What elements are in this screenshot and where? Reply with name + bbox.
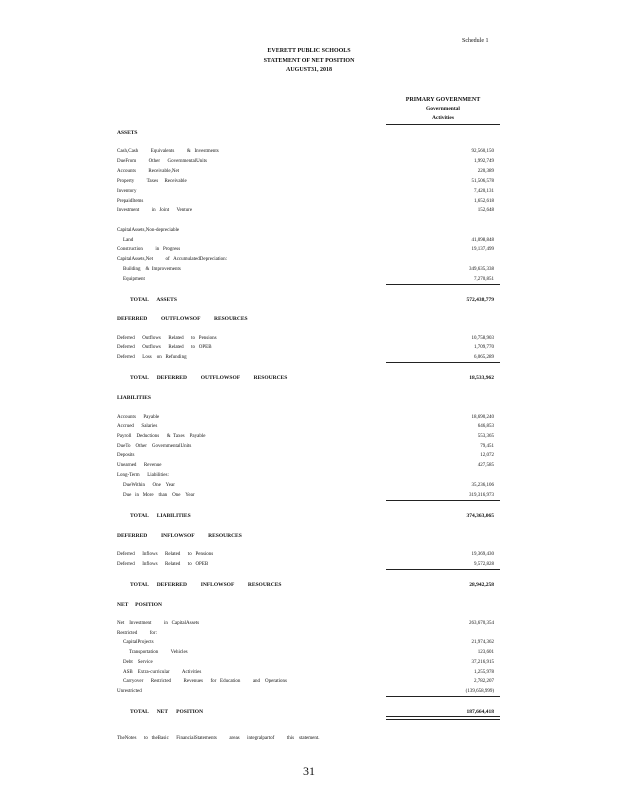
row-amount: 7,420,131 [474, 189, 494, 194]
line-item-row [0, 167, 618, 177]
row-label: Building & Improvements [123, 267, 181, 272]
row-amount: (139,658,999) [465, 689, 494, 694]
row-amount: 37,216,915 [471, 660, 494, 665]
total-row [0, 373, 618, 383]
row-amount: 572,438,779 [466, 297, 494, 303]
line-item-row [0, 206, 618, 216]
row-amount: 349,635,338 [469, 267, 494, 272]
row-label: Land [123, 238, 134, 243]
row-label: Restricted for: [117, 631, 157, 636]
row-amount: 7,270,851 [474, 277, 494, 282]
row-amount: 1,255,978 [474, 670, 494, 675]
line-item-row [0, 481, 618, 491]
row-amount: 6,065,289 [474, 355, 494, 360]
row-label: Investment in Joint Venture [117, 208, 193, 213]
line-item-row [0, 265, 618, 275]
row-amount: 18,533,962 [469, 375, 494, 381]
row-label: PrepaidItems [117, 199, 144, 204]
row-label: DEFERRED INFLOWSOF RESOURCES [117, 533, 242, 539]
row-amount: 79,451 [480, 444, 494, 449]
row-amount: 374,363,065 [466, 513, 494, 519]
row-label: DueWithin One Year [123, 483, 175, 488]
row-label: Equipment [123, 277, 145, 282]
line-item-row [0, 187, 618, 197]
row-amount: 220,389 [477, 169, 494, 174]
line-item-row [0, 255, 618, 265]
district-name: EVERETT PUBLIC SCHOOLS [267, 48, 351, 54]
line-item-row [0, 461, 618, 471]
section-heading [0, 531, 618, 541]
row-label: Unrestricted [117, 689, 142, 694]
row-label: Inventory [117, 189, 137, 194]
row-label: TOTAL LIABILITIES [130, 513, 191, 519]
row-label: Debt Service [123, 660, 153, 665]
total-row [0, 295, 618, 305]
row-label: ASSETS [117, 130, 138, 136]
row-amount: 263,670,354 [469, 621, 494, 626]
row-label: DEFERRED OUTFLOWSOF RESOURCES [117, 316, 248, 322]
line-item-row [0, 550, 618, 560]
line-item-row [0, 687, 618, 697]
row-amount: 19,137,499 [471, 247, 494, 252]
line-item-row [0, 619, 618, 629]
row-label: Deposits [117, 453, 135, 458]
row-label: Accounts Receivable,Net [117, 169, 180, 174]
footer-note: TheNotes to theBasic FinancialStatements areas integralpartof this statement. [117, 736, 320, 741]
column-header-rule [386, 124, 500, 125]
row-label: Payroll Deductions & Taxes Payable [117, 434, 206, 439]
row-label: CapitalAssets,Non-depreciable [117, 228, 180, 233]
row-label: TOTAL DEFERRED INFLOWSOF RESOURCES [130, 582, 282, 588]
row-amount: 41,098,848 [471, 238, 494, 243]
row-amount: 187,664,418 [466, 709, 494, 715]
row-label: NET POSITION [117, 602, 162, 608]
line-item-row [0, 275, 618, 285]
row-label: CapitalAssets,Net of AccumulatedDepreciation: [117, 257, 227, 262]
row-label: TOTAL ASSETS [130, 297, 177, 303]
row-amount: 18,690,240 [471, 415, 494, 420]
line-item-row [0, 177, 618, 187]
row-label: DueFrom Other GovernmentalUnits [117, 159, 207, 164]
line-item-row [0, 343, 618, 353]
row-label: LIABILITIES [117, 395, 151, 401]
line-item-row [0, 648, 618, 658]
row-amount: 51,506,578 [471, 179, 494, 184]
row-amount: 646,853 [477, 424, 494, 429]
row-amount: 152,648 [477, 208, 494, 213]
row-label: Deferred Inflows Related to OPEB [117, 562, 209, 567]
row-label: Deferred Outflows Related to OPEB [117, 345, 212, 350]
total-row [0, 707, 618, 717]
row-amount: 10,758,903 [471, 336, 494, 341]
line-item-row [0, 451, 618, 461]
line-item-row [0, 491, 618, 501]
row-label: DueTo Other GovernmentalUnits [117, 444, 192, 449]
section-heading [0, 393, 618, 403]
total-row [0, 580, 618, 590]
row-label: Property Taxes Receivable [117, 179, 187, 184]
row-label: Transportation Vehicles [129, 650, 188, 655]
row-amount: 319,316,973 [469, 493, 494, 498]
line-item-row [0, 147, 618, 157]
row-amount: 28,942,258 [469, 582, 494, 588]
row-amount: 2,782,207 [474, 679, 494, 684]
row-amount: 35,236,106 [471, 483, 494, 488]
row-amount: 92,560,150 [471, 149, 494, 154]
double-underline [386, 716, 500, 720]
line-item-row [0, 245, 618, 255]
total-row [0, 511, 618, 521]
row-label: Deferred Inflows Related to Pensions [117, 552, 214, 557]
row-amount: 1,992,749 [474, 159, 494, 164]
line-item-row [0, 471, 618, 481]
row-amount: 553,365 [477, 434, 494, 439]
row-label: Deferred Outflows Related to Pensions [117, 336, 217, 341]
row-amount: 1,652,618 [474, 199, 494, 204]
schedule-label: Schedule 1 [462, 38, 489, 44]
line-item-row [0, 226, 618, 236]
line-item-row [0, 560, 618, 570]
row-label: TOTAL DEFERRED OUTFLOWSOF RESOURCES [130, 375, 288, 381]
line-item-row [0, 422, 618, 432]
subtotal-rule [386, 284, 500, 285]
row-amount: 12,072 [480, 453, 494, 458]
row-label: Accrued Salaries [117, 424, 158, 429]
line-item-row [0, 353, 618, 363]
row-label: Long-Term Liabilities: [117, 473, 169, 478]
section-heading [0, 314, 618, 324]
row-amount: 1,709,770 [474, 345, 494, 350]
row-label: TOTAL NET POSITION [130, 709, 204, 715]
line-item-row [0, 157, 618, 167]
row-label: Cash,Cash Equivalents & Investments [117, 149, 219, 154]
subtotal-rule [386, 696, 500, 697]
row-amount: 123,601 [477, 650, 494, 655]
subtotal-rule [386, 569, 500, 570]
row-amount: 427,585 [477, 463, 494, 468]
row-amount: 19,369,430 [471, 552, 494, 557]
column-header-primary: PRIMARY GOVERNMENT [405, 97, 481, 103]
statement-date: AUGUST31, 2018 [285, 67, 332, 73]
row-label: Carryover Restricted Revenues for Education and Operations [123, 679, 287, 684]
row-label: Due in More than One Year [123, 493, 195, 498]
row-label: Unearned Revenue [117, 463, 162, 468]
page-number: 31 [303, 764, 315, 778]
row-label: Deferred Loss on Refunding [117, 355, 187, 360]
row-label: Net Investment in CapitalAssets [117, 621, 200, 626]
subtotal-rule [386, 500, 500, 501]
section-heading [0, 600, 618, 610]
row-label: ASB Extra-curricular Activities [123, 670, 202, 675]
row-label: CapitalProjects [123, 640, 154, 645]
line-item-row [0, 677, 618, 687]
row-label: Construction in Progress [117, 247, 181, 252]
column-header-governmental: Governmental [426, 106, 460, 112]
subtotal-rule [386, 362, 500, 363]
row-label: Accounts Payable [117, 415, 160, 420]
line-item-row [0, 638, 618, 648]
section-heading [0, 128, 618, 138]
line-item-row [0, 658, 618, 668]
row-amount: 21,974,362 [471, 640, 494, 645]
row-amount: 9,572,828 [474, 562, 494, 567]
line-item-row [0, 432, 618, 442]
statement-title: STATEMENT OF NET POSITION [263, 58, 355, 64]
column-header-activities: Activities [432, 115, 454, 121]
